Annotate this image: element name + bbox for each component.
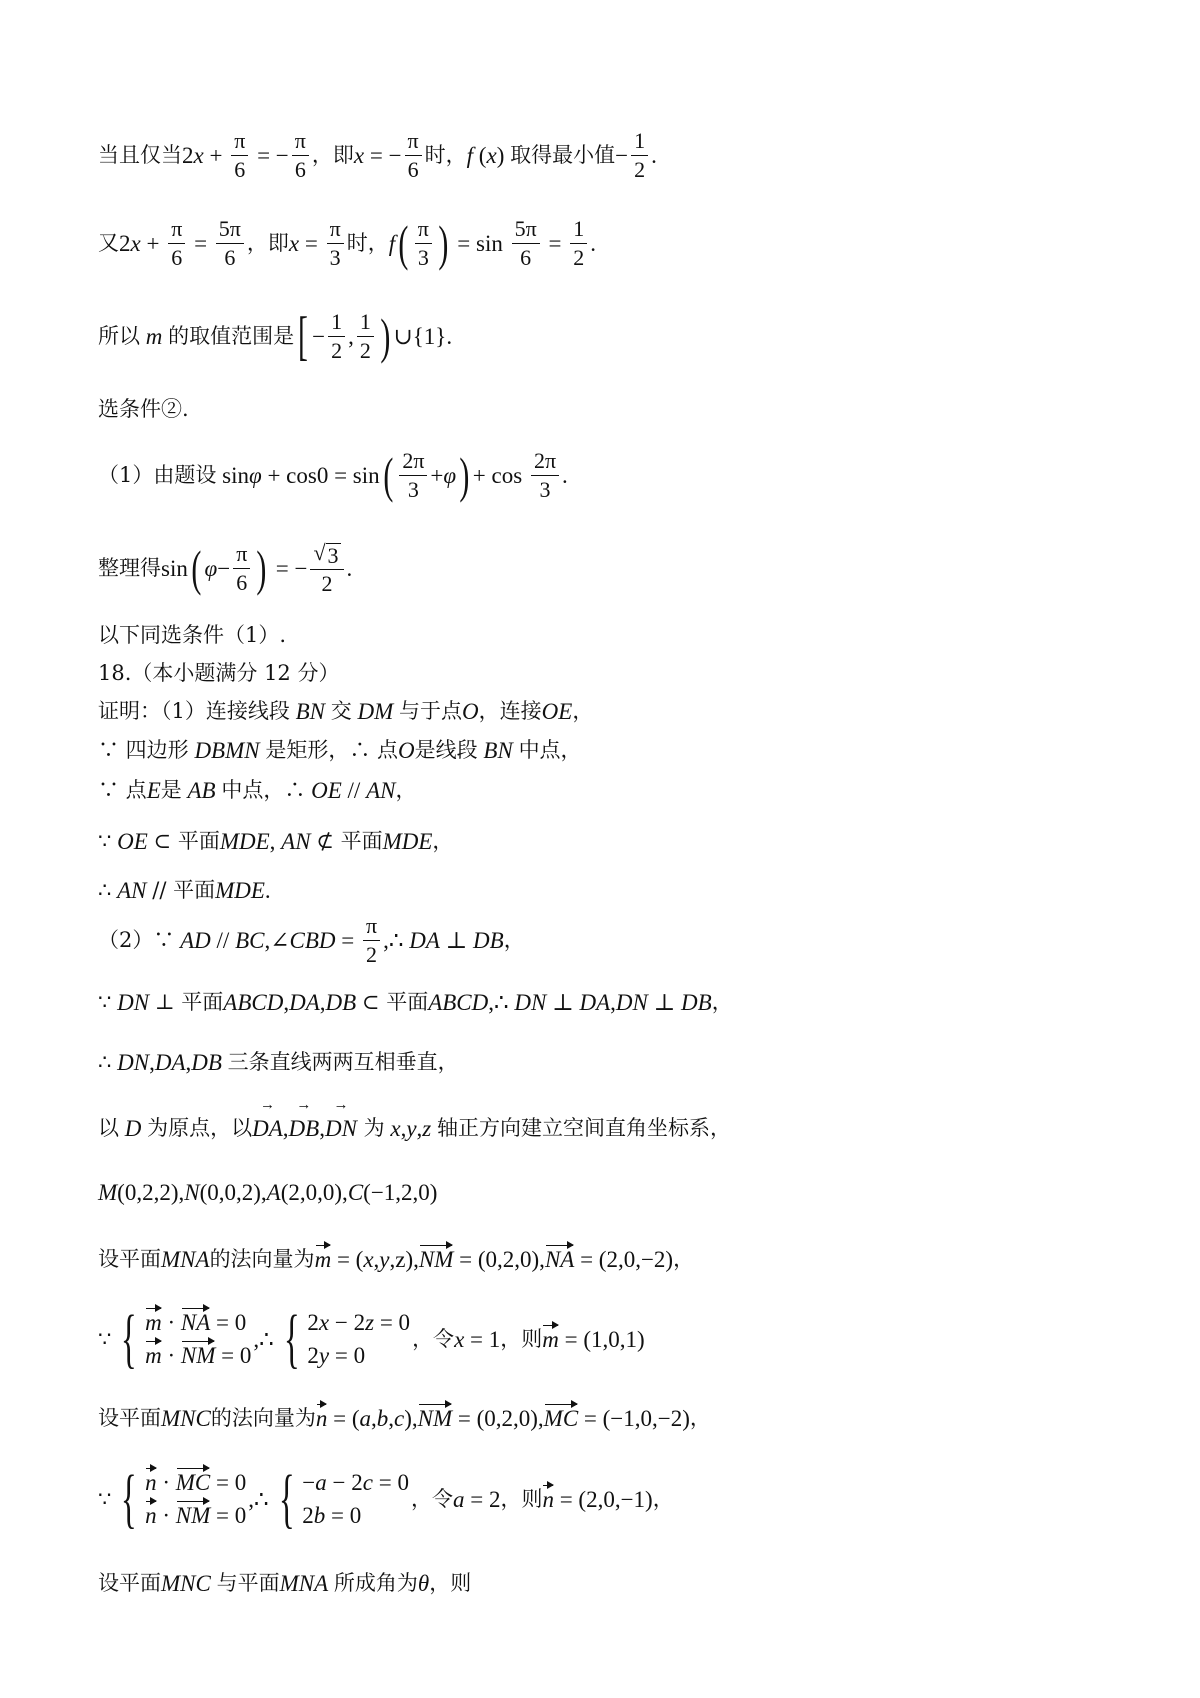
text: 为 — [363, 1115, 385, 1140]
text: （2）∵ — [98, 927, 175, 952]
text: 以下同选条件（1）. — [98, 622, 287, 647]
text: 设平面 — [98, 1246, 161, 1271]
text: ，令 — [412, 1326, 455, 1351]
text: ⊂ 平面 — [361, 989, 429, 1014]
text: 设平面 — [98, 1405, 161, 1430]
line-2: 又 2 x + $\frac{\pi}{6}$ = $\frac{5\pi}{6}$ ，即 x = $\frac{\pi}{3}$ 时， f ( $\frac{\pi}{3}$ ) = sin $\frac{5\pi}{6}$ = $\frac{1}{2}$ . — [98, 214, 596, 271]
line-21: 设平面 MNC 的法向量为 n = ( a , b , c ), NM = (0,2,0), MC = (−1,0,−2) ， — [98, 1405, 711, 1431]
line-23: 设平面 MNC 与平面 MNA 所成角为 θ ，则 — [98, 1570, 472, 1596]
line-20: ∵ { m · NA = 0 m · NM = 0 ,∴ { 2x − 2z = 0 2y = 0 ，令 x = 1 ，则 m = (1,0,1) — [98, 1301, 645, 1375]
text: 以 — [98, 1115, 119, 1140]
text: 是矩形，∴ 点 — [265, 737, 399, 762]
text: 整理得 — [98, 555, 161, 580]
text: 设平面 — [98, 1570, 161, 1595]
text: 与平面 — [216, 1570, 280, 1595]
line-14: （2）∵ AD // BC ,∠ CBD = $\frac{\pi}{2}$ ,∴ DA ⊥ DB ， — [98, 913, 525, 967]
text: 所以 — [98, 323, 140, 348]
text: 中点， — [518, 737, 582, 762]
text: ，则 — [500, 1486, 543, 1511]
line-15: ∵ DN ⊥ 平面 ABCD , DA , DB ⊂ 平面 ABCD ,∴ DN ⊥ DA , DN ⊥ DB ， — [98, 989, 733, 1015]
text: 当且仅当 — [98, 142, 182, 167]
text: ⊂ 平面 — [153, 828, 220, 853]
line-22: ∵ { n · MC = 0 n · NM = 0 ,∴ { −a − 2c = 0 2b = 0 ，令 a = 2 ，则 n = (2,0,−1) ， — [98, 1461, 674, 1535]
line-1: 当且仅当 2 x + $\frac{\pi}{6}$ = − $\frac{\pi}{6}$ ，即 x = − $\frac{\pi}{6}$ 时， f ( x ) 取得最小值 − $\frac{1}{2}$ . — [98, 128, 657, 182]
line-10: ∵ 四边形 DBMN 是矩形，∴ 点 O 是线段 BN 中点， — [98, 737, 582, 763]
text: ∵ 四边形 — [98, 737, 189, 762]
text: 的法向量为 — [210, 1405, 316, 1430]
line-13: ∴ AN // 平面 MDE . — [98, 877, 271, 903]
line-12: ∵ OE ⊂ 平面 MDE , AN ⊄ 平面 MDE ， — [98, 828, 454, 854]
text: ∴ — [98, 1049, 112, 1074]
text: 时， — [346, 230, 389, 255]
text: 的取值范围是 — [168, 323, 295, 348]
line-5: （1）由题设 sin φ + cos0 = sin ( $\frac{2\pi}{3}$ + φ ) + cos $\frac{2\pi}{3}$ . — [98, 446, 568, 503]
text: ⊥ 平面 — [154, 989, 224, 1014]
text: ∵ — [98, 1326, 112, 1351]
line-11: ∵ 点 E 是 AB 中点，∴ OE // AN ， — [98, 777, 417, 803]
line-7 — [98, 622, 286, 648]
text: ∵ — [98, 828, 112, 853]
text: 取得最小值 — [510, 142, 616, 167]
text: 证明：（1）连接线段 — [98, 698, 290, 723]
text: ，则 — [500, 1326, 543, 1351]
text: ，则 — [429, 1570, 472, 1595]
text: 为原点，以 — [147, 1115, 253, 1140]
line-17: 以 D 为原点，以 DA → , DB → , DN → 为 x , y , z 轴正方向建立空间直角坐标系， — [98, 1112, 731, 1144]
text: 轴正方向建立空间直角坐标系， — [437, 1115, 731, 1140]
text: （1）由题设 — [98, 462, 217, 487]
line-18: M (0,2,2), N (0,0,2), A (2,0,0), C (−1,2,0) — [98, 1179, 438, 1205]
text: 三条直线两两互相垂直， — [227, 1049, 459, 1074]
text: ，即 — [311, 142, 354, 167]
line-19: 设平面 MNA 的法向量为 m = ( x , y ,z), NM = (0,2,0), NA = (2,0,−2) ， — [98, 1246, 695, 1272]
line-4 — [98, 396, 189, 422]
text: // 平面 — [152, 877, 216, 902]
text: ，连接 — [478, 698, 542, 723]
text: 又 — [98, 230, 119, 255]
text: ⊄ 平面 — [316, 828, 383, 853]
line-8 — [98, 660, 339, 686]
text: 18.（本小题满分 12 分） — [98, 660, 340, 685]
line-16: ∴ DN , DA , DB 三条直线两两互相垂直， — [98, 1049, 459, 1075]
text: ∵ 点 — [98, 777, 147, 802]
text: 交 — [330, 698, 352, 723]
line-3: 所以 m 的取值范围是 [ − $\frac{1}{2}$ , $\frac{1}{2}$ ) ∪{1}. — [98, 305, 453, 366]
text: 是 — [160, 777, 182, 802]
text: 与于点 — [399, 698, 463, 723]
line-6: 整理得 sin ( φ − $\frac{\pi}{6}$ ) = − √ 3 2 . — [98, 539, 353, 596]
text: ∴ — [98, 877, 112, 902]
text: 选条件②. — [98, 396, 189, 421]
text: 是线段 — [414, 737, 478, 762]
text: 的法向量为 — [209, 1246, 315, 1271]
text: ∵ — [98, 1486, 112, 1511]
line-9: 证明：（1）连接线段 BN 交 DM 与于点 O ，连接 OE ， — [98, 698, 594, 724]
text: 中点，∴ — [221, 777, 306, 802]
text: 时， — [424, 142, 467, 167]
text: ，令 — [410, 1486, 453, 1511]
text: ∵ — [98, 989, 112, 1014]
text: ，即 — [246, 230, 289, 255]
text: 所成角为 — [333, 1570, 418, 1595]
